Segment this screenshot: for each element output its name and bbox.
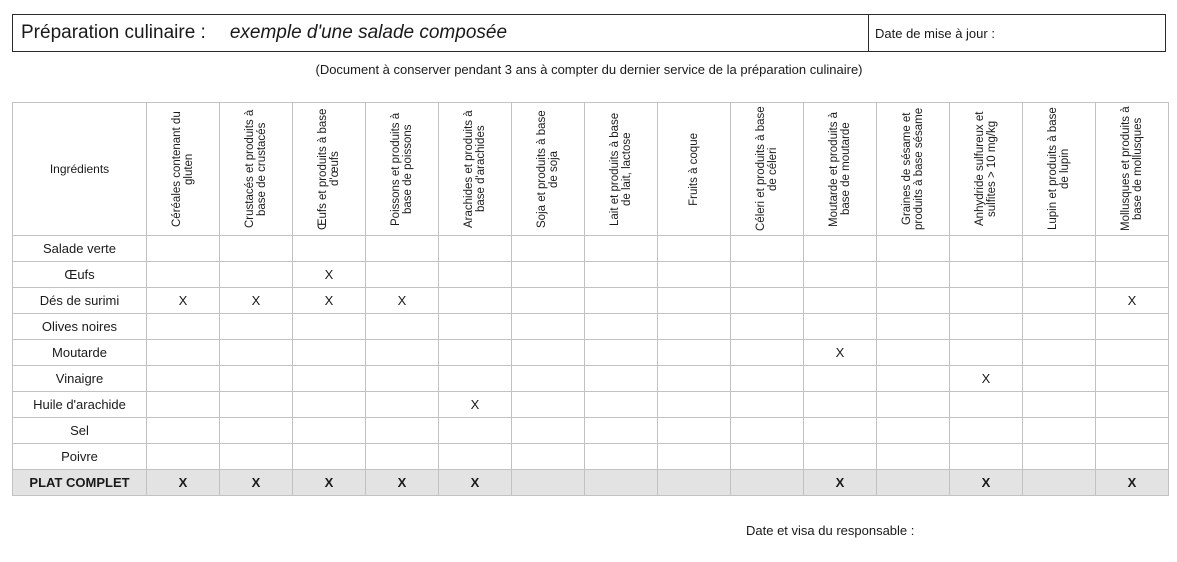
allergen-cell	[439, 236, 512, 262]
allergen-cell	[293, 444, 366, 470]
allergen-header-box	[439, 103, 511, 235]
allergen-cell	[220, 444, 293, 470]
allergen-cell	[585, 418, 658, 444]
ingredient-name: Vinaigre	[13, 366, 147, 392]
allergen-cell	[731, 366, 804, 392]
allergen-cell	[439, 444, 512, 470]
signature-label: Date et visa du responsable :	[746, 523, 915, 538]
allergen-cell	[731, 444, 804, 470]
allergen-cell	[147, 262, 220, 288]
allergen-label: Lait et produits à base de lait, lactose	[609, 112, 633, 226]
allergen-header	[147, 103, 220, 236]
allergen-cell	[439, 314, 512, 340]
allergen-cell	[804, 288, 877, 314]
allergen-cell	[1096, 392, 1169, 418]
allergen-label: Soja et produits à base de soja	[536, 110, 560, 228]
allergen-cell	[731, 236, 804, 262]
table-row	[13, 392, 1169, 418]
allergen-cell	[731, 418, 804, 444]
allergen-label: Anhydride sulfureux et sulfites > 10 mg/kg	[974, 111, 998, 227]
allergen-label: Céréales contenant du gluten	[171, 111, 195, 227]
allergen-cell	[1096, 236, 1169, 262]
allergen-cell: X	[293, 470, 366, 496]
allergen-cell	[366, 314, 439, 340]
table-row	[13, 314, 1169, 340]
allergen-cell: X	[220, 288, 293, 314]
allergen-cell	[1023, 340, 1096, 366]
ingredient-name: Poivre	[13, 444, 147, 470]
ingredient-name: Sel	[13, 418, 147, 444]
allergen-cell	[731, 288, 804, 314]
allergen-cell	[439, 366, 512, 392]
allergen-cell	[804, 236, 877, 262]
allergen-cell	[804, 392, 877, 418]
allergen-label: Lupin et produits à base de lupin	[1047, 107, 1071, 231]
allergen-header	[877, 103, 950, 236]
allergen-cell	[950, 288, 1023, 314]
allergen-header	[1023, 103, 1096, 236]
allergen-cell	[950, 444, 1023, 470]
allergen-header	[950, 103, 1023, 236]
allergen-cell: X	[366, 470, 439, 496]
allergen-cell	[1096, 418, 1169, 444]
table-row	[13, 288, 1169, 314]
header-box	[12, 14, 1166, 52]
allergen-header	[731, 103, 804, 236]
allergen-cell	[1096, 340, 1169, 366]
allergen-cell: X	[950, 366, 1023, 392]
update-date-label: Date de mise à jour :	[875, 25, 995, 41]
allergen-cell	[293, 418, 366, 444]
allergen-table	[12, 102, 1169, 496]
allergen-cell	[658, 314, 731, 340]
allergen-cell	[293, 392, 366, 418]
allergen-header-box	[731, 103, 803, 235]
allergen-header-box	[366, 103, 438, 235]
allergen-cell	[366, 236, 439, 262]
allergen-cell	[804, 262, 877, 288]
allergen-cell	[147, 314, 220, 340]
allergen-cell: X	[366, 288, 439, 314]
allergen-header-box	[658, 103, 730, 235]
ingredient-name: Olives noires	[13, 314, 147, 340]
allergen-cell	[366, 392, 439, 418]
allergen-cell	[366, 340, 439, 366]
allergen-cell	[439, 340, 512, 366]
allergen-cell	[366, 366, 439, 392]
allergen-cell	[220, 236, 293, 262]
allergen-cell: X	[293, 262, 366, 288]
allergen-cell: X	[439, 470, 512, 496]
allergen-header	[293, 103, 366, 236]
allergen-cell	[950, 314, 1023, 340]
allergen-cell	[147, 418, 220, 444]
allergen-cell	[366, 444, 439, 470]
allergen-header	[439, 103, 512, 236]
table-row	[13, 444, 1169, 470]
allergen-cell	[512, 366, 585, 392]
table-row	[13, 366, 1169, 392]
allergen-header-box	[950, 103, 1022, 235]
ingredient-name: Salade verte	[13, 236, 147, 262]
allergen-cell	[512, 392, 585, 418]
total-row	[13, 470, 1169, 496]
allergen-cell	[512, 418, 585, 444]
allergen-cell	[877, 314, 950, 340]
allergen-cell	[366, 418, 439, 444]
allergen-cell	[804, 366, 877, 392]
ingredient-name: Huile d'arachide	[13, 392, 147, 418]
allergen-cell	[585, 470, 658, 496]
allergen-cell	[1096, 314, 1169, 340]
allergen-cell	[147, 366, 220, 392]
allergen-cell	[731, 470, 804, 496]
allergen-cell	[293, 314, 366, 340]
allergen-cell	[512, 444, 585, 470]
preparation-cell	[13, 15, 869, 51]
allergen-cell: X	[1096, 288, 1169, 314]
allergen-label: Arachides et produits à base d'arachides	[463, 110, 487, 228]
allergen-cell	[1023, 392, 1096, 418]
allergen-cell	[512, 236, 585, 262]
allergen-cell	[512, 470, 585, 496]
allergen-header	[585, 103, 658, 236]
allergen-header	[366, 103, 439, 236]
allergen-cell	[950, 262, 1023, 288]
allergen-cell	[877, 262, 950, 288]
allergen-cell	[950, 236, 1023, 262]
allergen-cell	[877, 444, 950, 470]
allergen-cell	[512, 262, 585, 288]
allergen-cell	[804, 314, 877, 340]
allergen-cell	[1023, 470, 1096, 496]
allergen-label: Graines de sésame et produits à base sésame	[901, 107, 925, 231]
allergen-header	[1096, 103, 1169, 236]
allergen-header	[804, 103, 877, 236]
table-row	[13, 418, 1169, 444]
allergen-header-box	[1023, 103, 1095, 235]
allergen-cell: X	[439, 392, 512, 418]
allergen-cell: X	[147, 288, 220, 314]
allergen-cell	[1023, 262, 1096, 288]
allergen-cell	[1023, 236, 1096, 262]
allergen-cell	[147, 340, 220, 366]
allergen-cell	[1096, 262, 1169, 288]
allergen-cell	[439, 262, 512, 288]
allergen-cell	[293, 366, 366, 392]
allergen-cell	[1023, 288, 1096, 314]
allergen-header-box	[293, 103, 365, 235]
allergen-cell: X	[804, 470, 877, 496]
allergen-cell	[877, 366, 950, 392]
allergen-cell	[731, 392, 804, 418]
allergen-cell	[658, 366, 731, 392]
table-row	[13, 340, 1169, 366]
allergen-cell	[220, 314, 293, 340]
allergen-cell	[585, 262, 658, 288]
allergen-header	[220, 103, 293, 236]
allergen-cell	[293, 340, 366, 366]
total-label: PLAT COMPLET	[13, 470, 147, 496]
allergen-cell	[1023, 418, 1096, 444]
allergen-cell	[585, 288, 658, 314]
allergen-cell	[877, 418, 950, 444]
ingredient-name: Œufs	[13, 262, 147, 288]
preparation-value: exemple d'une salade composée	[229, 22, 508, 43]
allergen-cell	[658, 444, 731, 470]
allergen-cell	[1023, 366, 1096, 392]
allergen-header-box	[877, 103, 949, 235]
allergen-cell	[658, 236, 731, 262]
allergen-label: Céleri et produits à base de céleri	[755, 106, 779, 232]
allergen-cell	[950, 392, 1023, 418]
allergen-cell: X	[950, 470, 1023, 496]
retention-notice: (Document à conserver pendant 3 ans à compter du dernier service de la préparation culinaire)	[315, 62, 863, 77]
allergen-cell	[585, 444, 658, 470]
allergen-cell	[950, 418, 1023, 444]
preparation-label: Préparation culinaire :	[21, 22, 206, 43]
allergen-cell	[804, 418, 877, 444]
allergen-cell	[512, 314, 585, 340]
allergen-cell	[439, 418, 512, 444]
allergen-cell	[1023, 314, 1096, 340]
table-header-row	[13, 103, 1169, 236]
allergen-cell: X	[1096, 470, 1169, 496]
ingredient-name: Dés de surimi	[13, 288, 147, 314]
allergen-cell	[585, 366, 658, 392]
allergen-cell: X	[220, 470, 293, 496]
allergen-cell	[658, 262, 731, 288]
allergen-label: Œufs et produits à base d'œufs	[317, 108, 341, 230]
allergen-cell	[658, 470, 731, 496]
allergen-cell	[1023, 444, 1096, 470]
allergen-cell: X	[147, 470, 220, 496]
table-row	[13, 262, 1169, 288]
allergen-cell	[512, 288, 585, 314]
allergen-cell	[585, 392, 658, 418]
allergen-cell	[366, 262, 439, 288]
allergen-header-box	[512, 103, 584, 235]
ingredients-header: Ingrédients	[13, 103, 147, 236]
allergen-label: Poissons et produits à base de poissons	[390, 112, 414, 226]
allergen-label: Crustacés et produits à base de crustacés	[244, 109, 268, 229]
allergen-cell	[585, 236, 658, 262]
allergen-cell	[220, 262, 293, 288]
allergen-header-box	[147, 103, 219, 235]
allergen-cell	[804, 444, 877, 470]
allergen-header	[658, 103, 731, 236]
allergen-cell	[147, 444, 220, 470]
allergen-cell	[439, 288, 512, 314]
allergen-cell	[877, 340, 950, 366]
allergen-cell	[731, 262, 804, 288]
allergen-cell	[950, 340, 1023, 366]
allergen-cell	[512, 340, 585, 366]
allergen-header-box	[1096, 103, 1168, 235]
ingredient-name: Moutarde	[13, 340, 147, 366]
allergen-header-box	[220, 103, 292, 235]
allergen-cell	[220, 392, 293, 418]
allergen-cell	[877, 288, 950, 314]
allergen-cell: X	[293, 288, 366, 314]
allergen-cell	[293, 236, 366, 262]
allergen-cell	[877, 236, 950, 262]
allergen-cell	[220, 418, 293, 444]
allergen-cell	[658, 288, 731, 314]
allergen-label: Fruits à coque	[688, 132, 700, 206]
allergen-cell	[1096, 366, 1169, 392]
table-row	[13, 236, 1169, 262]
allergen-cell	[658, 418, 731, 444]
allergen-cell	[877, 470, 950, 496]
allergen-cell	[585, 314, 658, 340]
allergen-cell	[147, 392, 220, 418]
allergen-cell	[877, 392, 950, 418]
allergen-header	[512, 103, 585, 236]
allergen-header-box	[585, 103, 657, 235]
allergen-header-box	[804, 103, 876, 235]
allergen-cell	[220, 366, 293, 392]
allergen-cell	[658, 392, 731, 418]
allergen-cell	[731, 340, 804, 366]
allergen-label: Mollusques et produits à base de mollusques	[1120, 106, 1144, 232]
allergen-cell	[220, 340, 293, 366]
allergen-cell	[147, 236, 220, 262]
allergen-cell: X	[804, 340, 877, 366]
allergen-label: Moutarde et produits à base de moutarde	[828, 111, 852, 227]
update-date-cell	[869, 15, 1165, 51]
table-body	[13, 236, 1169, 496]
allergen-cell	[585, 340, 658, 366]
allergen-cell	[731, 314, 804, 340]
allergen-cell	[1096, 444, 1169, 470]
allergen-cell	[658, 340, 731, 366]
